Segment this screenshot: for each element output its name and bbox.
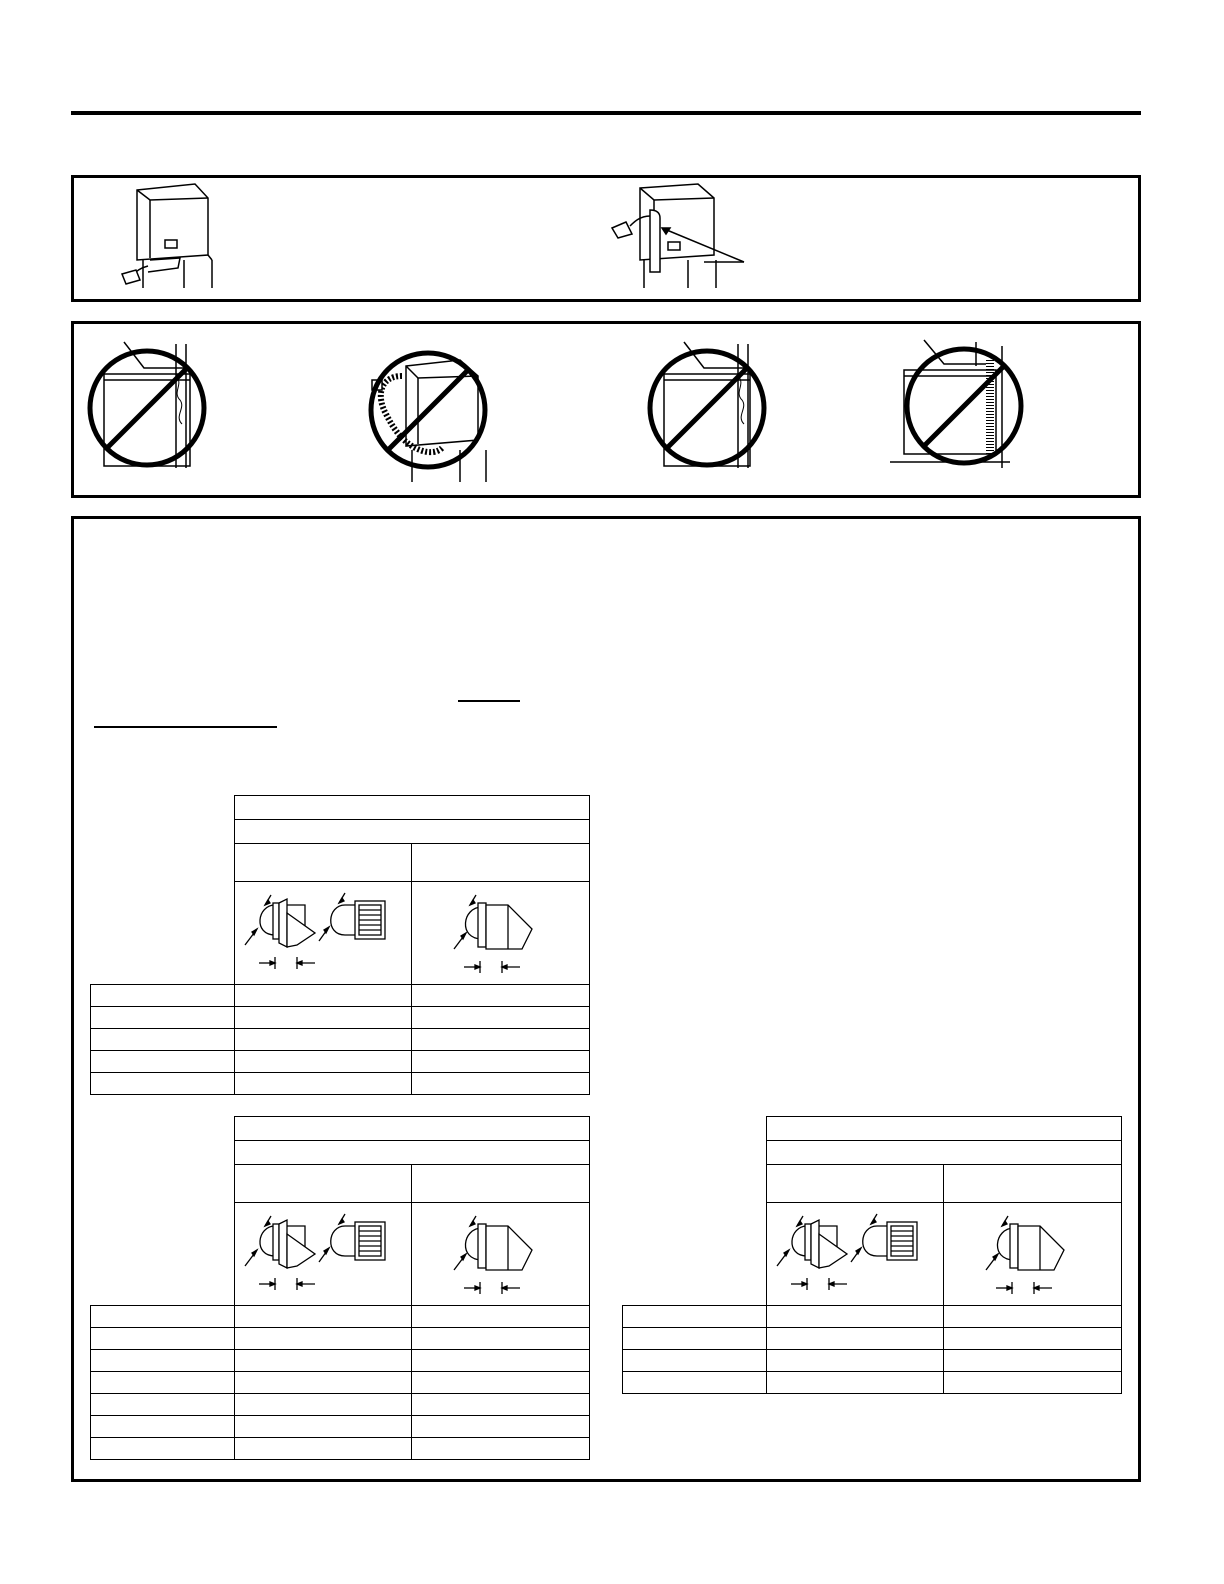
table-title [234, 796, 590, 820]
louvered-and-grille-hood-icon [235, 1204, 391, 1302]
underline-long [94, 726, 277, 728]
vent-table-1 [90, 795, 590, 1095]
prohibited-kinked-duct-icon [644, 336, 784, 476]
table-subtitle [234, 1141, 590, 1165]
table-subtitle [766, 1141, 1122, 1165]
prohibited-flexible-duct-against-wall-icon [890, 336, 1040, 476]
underline-short [458, 700, 520, 702]
header-rule [71, 111, 1141, 115]
dryer-rear-exhaust-straight-vent-icon [110, 180, 230, 295]
vent-table-2 [90, 1116, 590, 1460]
column-header [234, 844, 412, 882]
angled-hood-icon [412, 1204, 602, 1302]
hood-cell [412, 1203, 590, 1306]
angled-hood-icon [944, 1204, 1134, 1302]
hood-cell [766, 1203, 944, 1306]
vent-table-3 [622, 1116, 1122, 1394]
louvered-and-grille-hood-icon [235, 883, 391, 981]
table-title [766, 1117, 1122, 1141]
prohibited-looped-foil-duct-icon [360, 336, 500, 486]
table-subtitle [234, 820, 590, 844]
column-header [234, 1165, 412, 1203]
hood-cell [234, 882, 412, 985]
louvered-and-grille-hood-icon [767, 1204, 923, 1302]
angled-hood-icon [412, 883, 602, 981]
column-header [412, 844, 590, 882]
dryer-rear-exhaust-elbow-vent-icon [604, 180, 764, 295]
table-title [234, 1117, 590, 1141]
hood-cell [234, 1203, 412, 1306]
prohibited-crushed-duct-icon [84, 336, 224, 476]
column-header [766, 1165, 944, 1203]
hood-cell [412, 882, 590, 985]
column-header [944, 1165, 1122, 1203]
column-header [412, 1165, 590, 1203]
hood-cell [944, 1203, 1122, 1306]
